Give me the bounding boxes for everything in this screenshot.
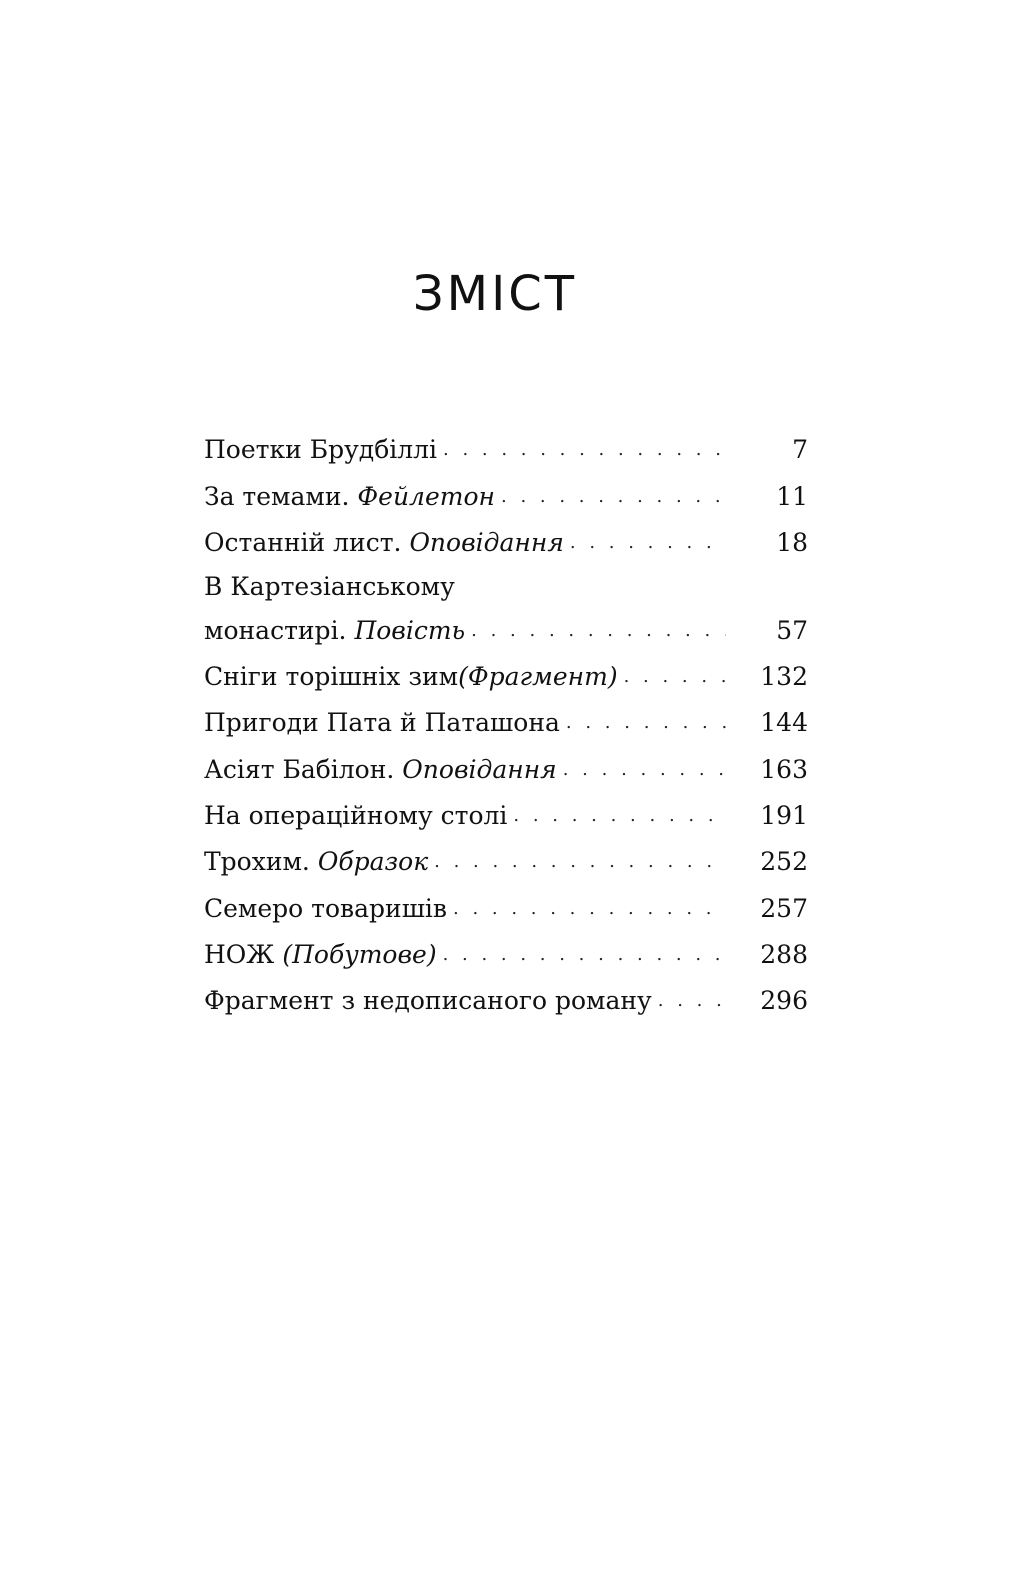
toc-entry <box>204 745 808 791</box>
entry-genre: Повість <box>354 615 466 645</box>
entry-title: Поетки Брудбіллі <box>204 435 437 465</box>
entry-page-number: 18 <box>776 527 808 557</box>
toc-entry <box>204 884 808 930</box>
entry-title: Асіят Бабілон. Оповідання <box>204 754 557 784</box>
entry-page-number: 288 <box>760 939 808 969</box>
toc-entry <box>204 565 808 653</box>
entry-genre: Образок <box>317 847 429 877</box>
dot-leader <box>443 933 726 977</box>
toc-entry <box>204 699 808 745</box>
entry-genre: Оповідання <box>409 527 564 557</box>
entry-title: Сніги торішніх зим(Фрагмент) <box>204 662 618 692</box>
entry-page-number: 11 <box>776 481 808 511</box>
entry-title: За темами. Фейлетон <box>204 481 495 511</box>
entry-genre: Фейлетон <box>357 481 495 511</box>
toc-entry <box>204 792 808 838</box>
toc-entry <box>204 472 808 518</box>
toc-entry <box>204 426 808 472</box>
entry-title: На операційному столі <box>204 801 508 831</box>
entry-title: Останній лист. Оповідання <box>204 527 564 557</box>
entry-title: Трохим. Образок <box>204 847 429 877</box>
entry-page-number: 132 <box>760 662 808 692</box>
dot-leader <box>658 979 726 1023</box>
toc-entry <box>204 838 808 884</box>
entry-title: монастирі. Повість <box>204 615 466 645</box>
entry-title: Пригоди Пата й Паташона <box>204 708 560 738</box>
entry-page-number: 257 <box>760 893 808 923</box>
dot-leader <box>471 609 726 653</box>
entry-page-number: 163 <box>760 754 808 784</box>
entry-page-number: 144 <box>760 708 808 738</box>
dot-leader <box>566 701 726 745</box>
toc-entry <box>204 519 808 565</box>
dot-leader <box>563 748 726 792</box>
entry-page-number: 252 <box>760 847 808 877</box>
entry-page-number: 7 <box>792 435 808 465</box>
entry-page-number: 296 <box>760 986 808 1016</box>
table-of-contents <box>204 426 808 1023</box>
toc-entry <box>204 653 808 699</box>
dot-leader <box>513 794 726 838</box>
entry-genre: Оповідання <box>402 754 557 784</box>
entry-title: Семеро товаришів <box>204 893 448 923</box>
entry-genre: (Побутове) <box>282 939 437 969</box>
toc-entry <box>204 977 808 1023</box>
dot-leader <box>501 475 726 519</box>
toc-entry <box>204 931 808 977</box>
dot-leader <box>443 428 726 472</box>
entry-title: Фрагмент з недописаного роману <box>204 986 652 1016</box>
entry-title-line1: В Картезіанському <box>204 571 455 601</box>
dot-leader <box>624 655 726 699</box>
dot-leader <box>434 840 726 884</box>
entry-title: НОЖ (Побутове) <box>204 939 437 969</box>
dot-leader <box>453 887 726 931</box>
entry-genre: (Фрагмент) <box>458 662 618 692</box>
entry-page-number: 57 <box>776 615 808 645</box>
page-title: ЗМІСТ <box>412 266 578 322</box>
entry-page-number: 191 <box>760 801 808 831</box>
dot-leader <box>570 521 726 565</box>
